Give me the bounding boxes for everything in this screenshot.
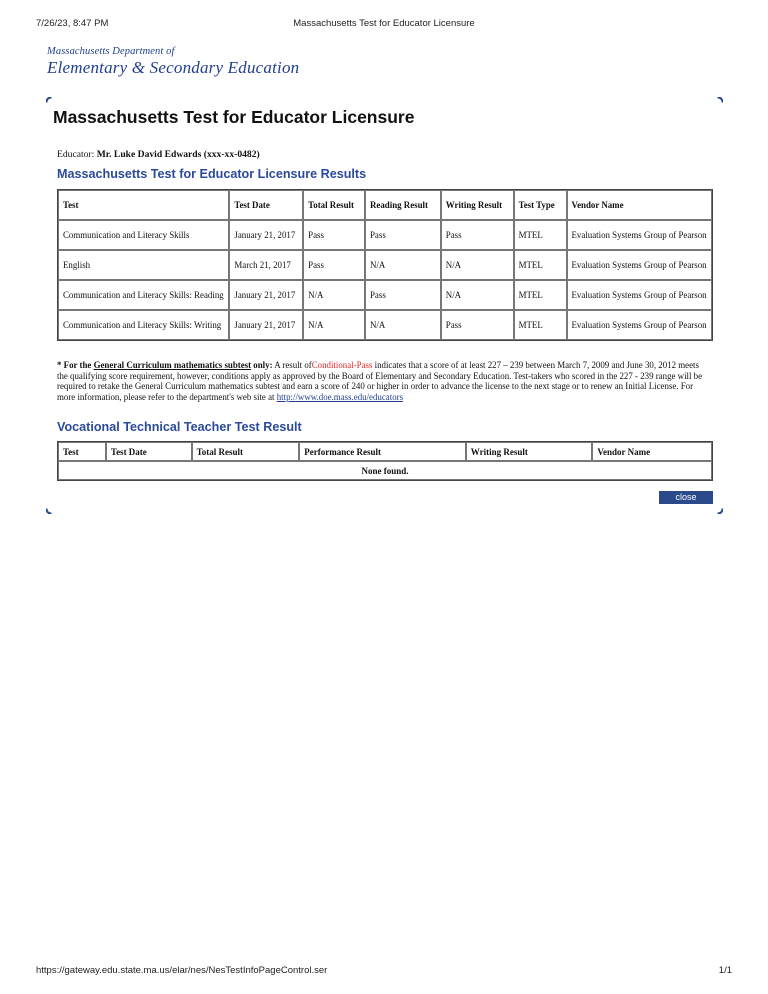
voc-col-vendor-name: Vendor Name	[592, 442, 712, 461]
cell-test-date: January 21, 2017	[229, 310, 303, 340]
doe-educators-link[interactable]: http://www.doe.mass.edu/educators	[276, 391, 404, 402]
cell-total-result: N/A	[303, 280, 365, 310]
cell-writing-result: Pass	[441, 220, 514, 250]
logo-line1: Massachusetts Department of	[47, 46, 175, 57]
cell-writing-result: N/A	[441, 280, 514, 310]
print-footer	[36, 965, 732, 977]
footnote-subtest: General Curriculum mathematics subtest	[93, 360, 252, 370]
results-section-title: Massachusetts Test for Educator Licensure Results	[57, 167, 367, 181]
col-header-reading-result: Reading Result	[365, 190, 441, 220]
cell-test: English	[58, 250, 229, 280]
table-row	[58, 280, 712, 310]
educator-value: Mr. Luke David Edwards (xxx-xx-0482)	[96, 149, 260, 160]
col-header-vendor-name: Vendor Name	[567, 190, 713, 220]
col-header-test: Test	[58, 190, 229, 220]
corner-top-right-icon	[717, 97, 723, 103]
col-header-writing-result: Writing Result	[441, 190, 514, 220]
cell-test-type: MTEL	[514, 250, 567, 280]
cell-vendor-name: Evaluation Systems Group of Pearson	[567, 310, 713, 340]
page-title: Massachusetts Test for Educator Licensure	[53, 107, 415, 127]
results-table	[57, 189, 713, 341]
voc-col-total-result: Total Result	[192, 442, 300, 461]
educator-label: Educator:	[57, 149, 95, 160]
voc-col-writing-result: Writing Result	[466, 442, 593, 461]
cell-test-type: MTEL	[514, 280, 567, 310]
vocational-section-title: Vocational Technical Teacher Test Result	[57, 420, 302, 434]
voc-col-test-date: Test Date	[106, 442, 192, 461]
results-header-row	[58, 190, 712, 220]
col-header-total-result: Total Result	[303, 190, 365, 220]
corner-bottom-right-icon	[717, 508, 723, 514]
logo-line2: Elementary & Secondary Education	[47, 58, 300, 77]
cell-total-result: Pass	[303, 220, 365, 250]
math-footnote	[57, 360, 711, 402]
dese-logo[interactable]	[47, 46, 299, 78]
table-row	[58, 461, 712, 480]
footnote-prefix: * For the	[57, 360, 92, 370]
footnote-only: only:	[253, 360, 273, 370]
footnote-text1: A result of	[274, 360, 312, 370]
col-header-test-date: Test Date	[229, 190, 303, 220]
conditional-pass-text: Conditional-Pass	[311, 360, 373, 370]
cell-writing-result: Pass	[441, 310, 514, 340]
corner-bottom-left-icon	[46, 508, 52, 514]
footnote-text2: indicates that a score of at least 227 – 239 between March 7, 2009 and June 30, 2012 meets the qualifying score requirement, however, conditions apply as approved by the Board of Elementary and Secondary Education. Test-takers who scored in the 227 - 239 range will be required to retake the General Curriculum mathematics subtest and earn a score of 240 or higher in order to advance the license to the next stage or to renew an Initial License. For more information, please refer to the department's web site at	[57, 360, 703, 402]
table-row	[58, 220, 712, 250]
cell-test: Communication and Literacy Skills: Writing	[58, 310, 229, 340]
cell-total-result: N/A	[303, 310, 365, 340]
print-datetime: 7/26/23, 8:47 PM	[36, 18, 109, 29]
cell-test-type: MTEL	[514, 310, 567, 340]
cell-writing-result: N/A	[441, 250, 514, 280]
cell-vendor-name: Evaluation Systems Group of Pearson	[567, 250, 713, 280]
cell-reading-result: N/A	[365, 250, 441, 280]
col-header-test-type: Test Type	[514, 190, 567, 220]
cell-reading-result: Pass	[365, 280, 441, 310]
cell-test: Communication and Literacy Skills	[58, 220, 229, 250]
voc-col-performance-result: Performance Result	[299, 442, 466, 461]
print-page-title: Massachusetts Test for Educator Licensure	[293, 18, 475, 29]
educator-info	[57, 149, 260, 160]
cell-test-date: January 21, 2017	[229, 220, 303, 250]
vocational-table	[57, 441, 713, 481]
close-button[interactable]: close	[659, 491, 713, 504]
none-found-message: None found.	[58, 461, 712, 480]
cell-test-date: January 21, 2017	[229, 280, 303, 310]
print-url: https://gateway.edu.state.ma.us/elar/nes/NesTestInfoPageControl.ser	[36, 965, 328, 976]
cell-test-date: March 21, 2017	[229, 250, 303, 280]
cell-reading-result: Pass	[365, 220, 441, 250]
cell-total-result: Pass	[303, 250, 365, 280]
print-page-number: 1/1	[718, 965, 732, 976]
cell-vendor-name: Evaluation Systems Group of Pearson	[567, 280, 713, 310]
corner-top-left-icon	[46, 97, 52, 103]
print-header	[36, 18, 732, 30]
cell-test: Communication and Literacy Skills: Reading	[58, 280, 229, 310]
cell-vendor-name: Evaluation Systems Group of Pearson	[567, 220, 713, 250]
table-row	[58, 310, 712, 340]
table-row	[58, 250, 712, 280]
cell-reading-result: N/A	[365, 310, 441, 340]
cell-test-type: MTEL	[514, 220, 567, 250]
vocational-header-row	[58, 442, 712, 461]
voc-col-test: Test	[58, 442, 106, 461]
